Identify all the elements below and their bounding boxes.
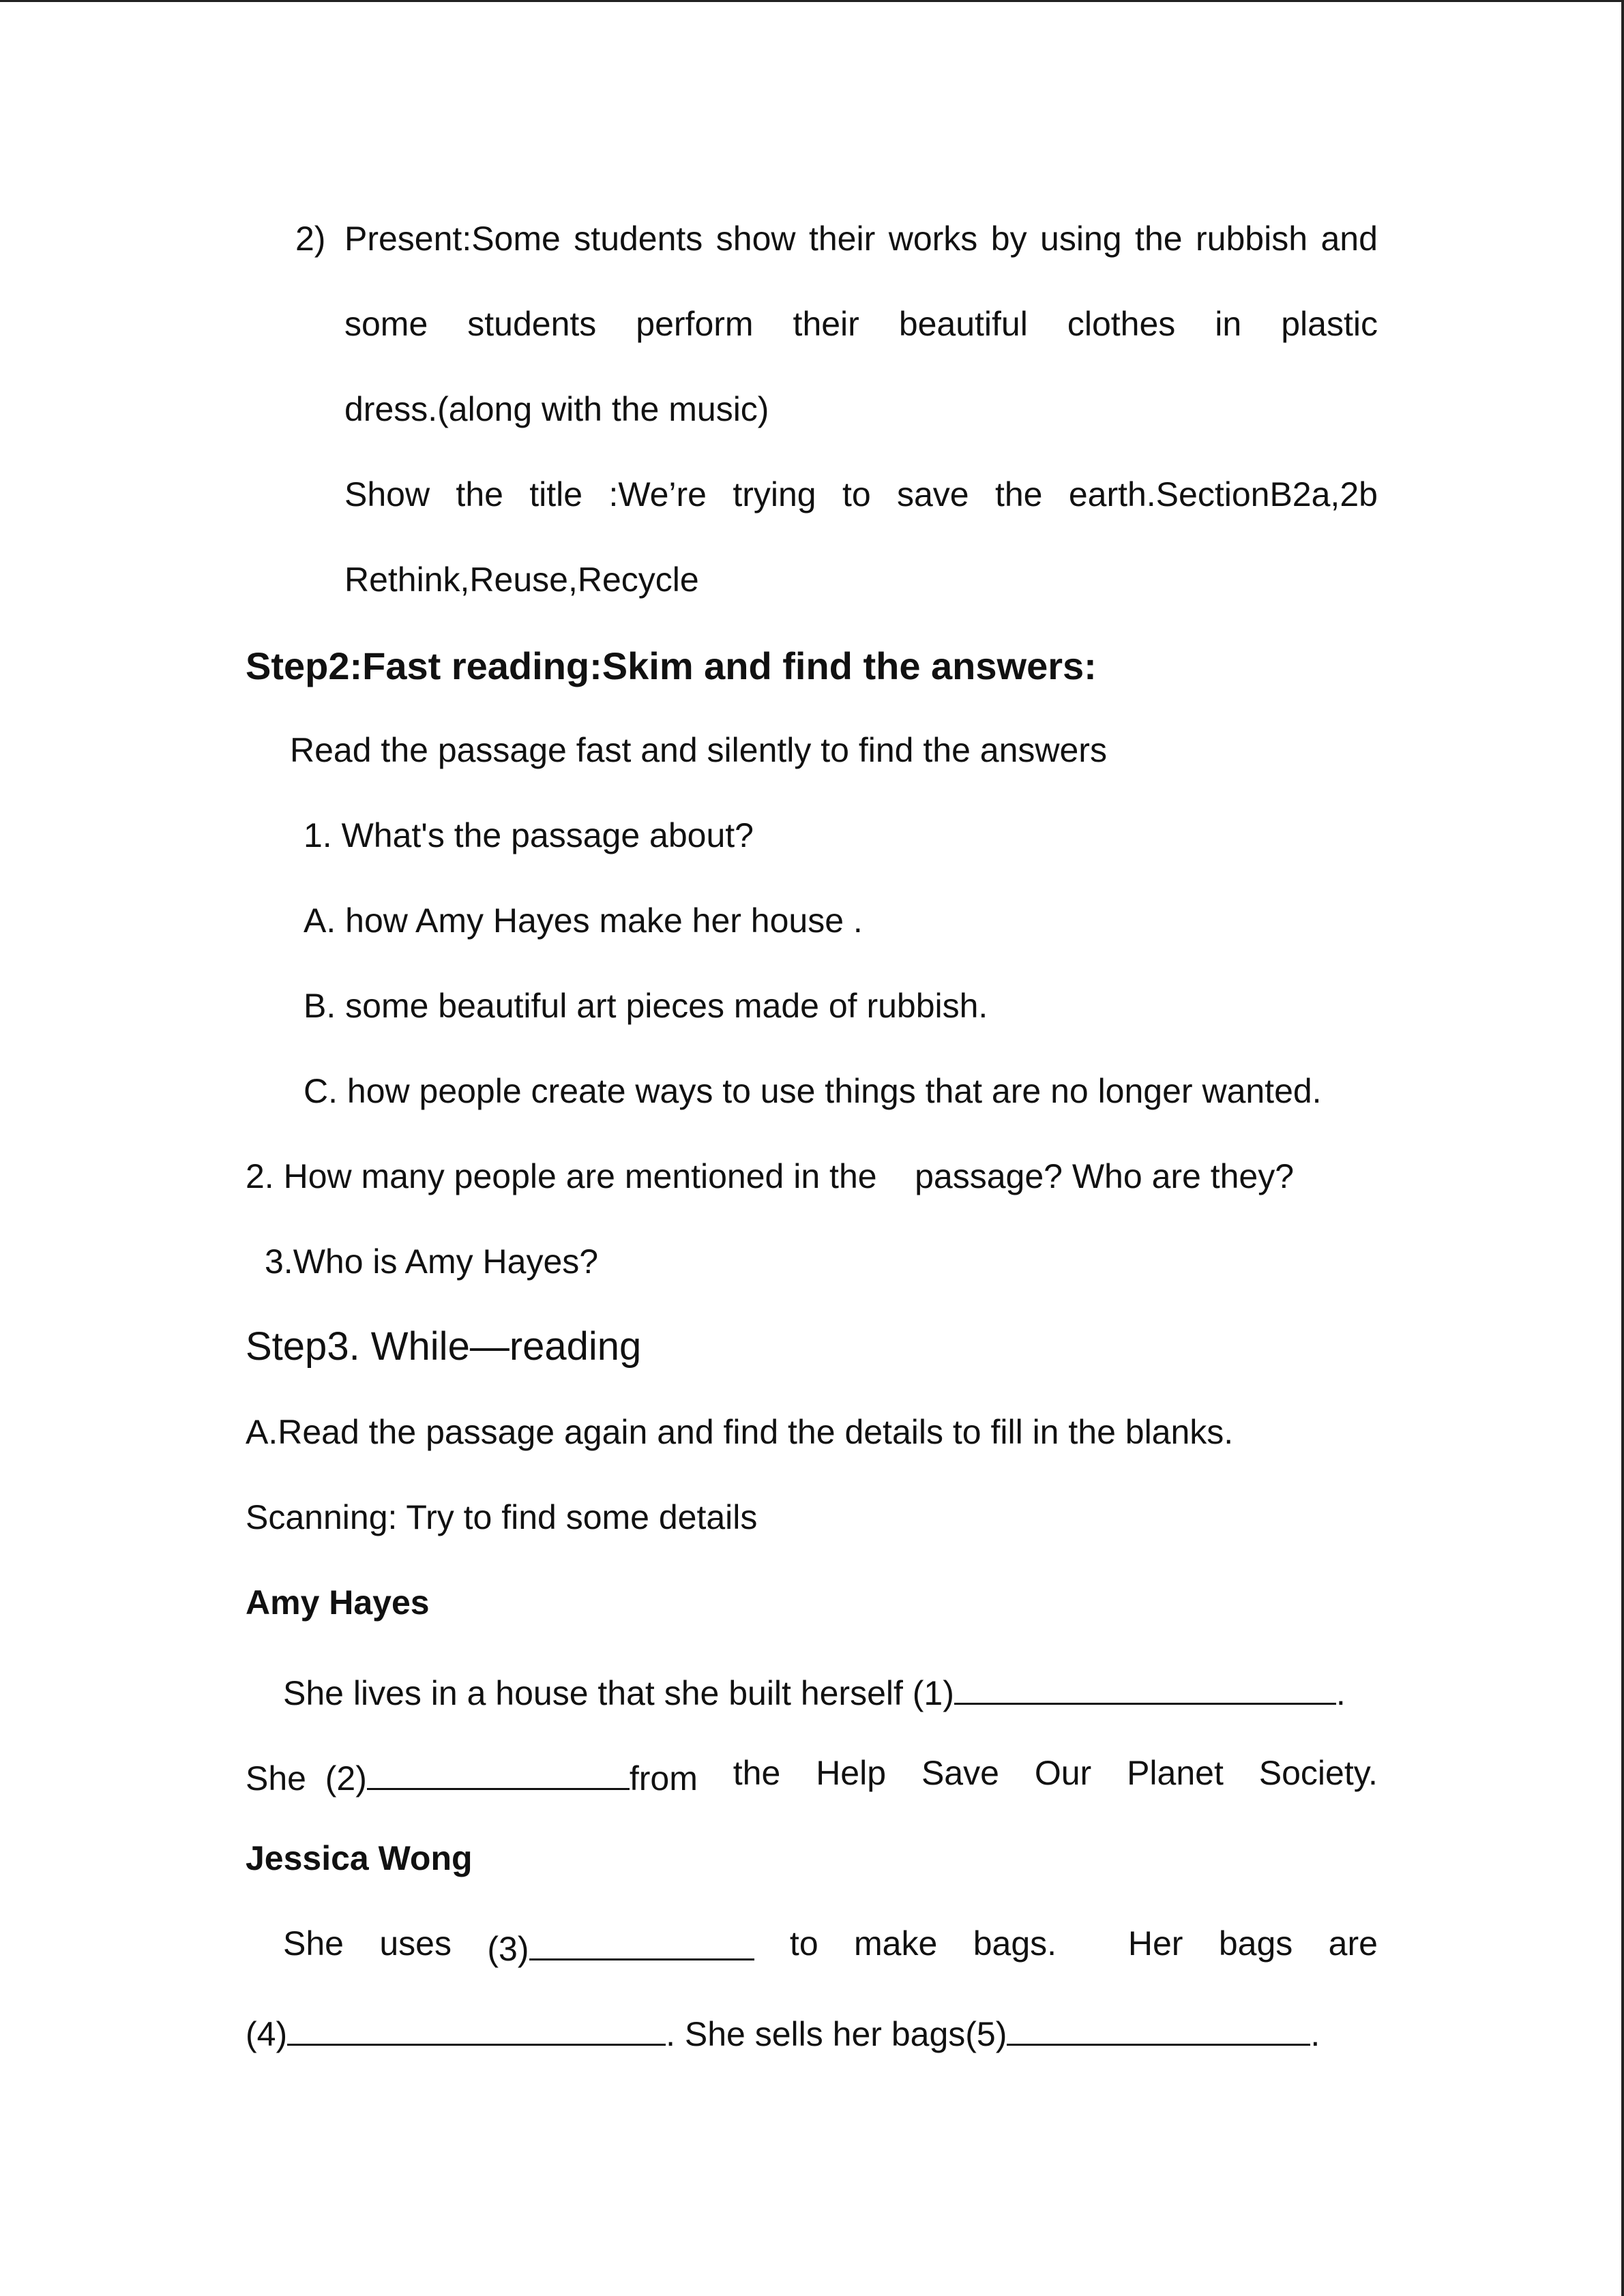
word: show <box>715 220 796 258</box>
scanning-instruction: Scanning: Try to find some details <box>246 1498 758 1536</box>
word: their <box>808 220 876 258</box>
word: some <box>344 305 428 343</box>
amy-hayes-heading: Amy Hayes <box>246 1583 430 1622</box>
word: Present:Some <box>344 220 561 258</box>
amy-line-1-text: She lives in a house that she built herself (1) <box>283 1674 954 1712</box>
blank-2[interactable] <box>367 1753 630 1790</box>
word: plastic <box>1281 305 1378 343</box>
word: the <box>456 475 503 513</box>
blank-4[interactable] <box>287 2008 666 2046</box>
right-border <box>1621 0 1624 2296</box>
word: uses <box>379 1924 452 1963</box>
word: Society. <box>1258 1754 1378 1792</box>
word: trying <box>733 475 816 513</box>
word: earth.SectionB2a,2b <box>1068 475 1378 513</box>
word: Help <box>816 1754 887 1792</box>
item2-line-1 <box>344 218 1378 259</box>
item2-line-3: dress.(along with the music) <box>344 390 769 428</box>
word: bags <box>1218 1924 1293 1963</box>
word: :We’re <box>608 475 707 513</box>
jessica-line-2 <box>246 2008 1320 2055</box>
word: the <box>1135 220 1183 258</box>
item2-line-2 <box>344 303 1378 344</box>
amy-line-2-start <box>246 1753 698 1799</box>
jessica-wong-heading: Jessica Wong <box>246 1839 473 1877</box>
word: make <box>854 1924 938 1963</box>
word: the <box>994 475 1043 513</box>
item2-line-5: Rethink,Reuse,Recycle <box>344 561 699 599</box>
word: are <box>1328 1924 1378 1963</box>
amy-line-2 <box>246 1753 1378 1799</box>
word: in <box>1215 305 1242 343</box>
word: Save <box>921 1754 999 1792</box>
option-c: C. how people create ways to use things that are no longer wanted. <box>304 1072 1322 1110</box>
word: save <box>897 475 969 513</box>
word: She <box>283 1924 344 1963</box>
step2-instruction: Read the passage fast and silently to find the answers <box>290 731 1107 769</box>
word: perform <box>636 305 754 343</box>
step2-heading: Step2:Fast reading:Skim and find the answers: <box>246 644 1097 687</box>
jessica-line-2-mid: . She sells her bags(5) <box>666 2015 1007 2053</box>
blank-5[interactable] <box>1007 2008 1310 2046</box>
amy-line-2-prefix: She (2) <box>246 1759 367 1798</box>
word: the <box>733 1754 781 1792</box>
word: and <box>1320 220 1378 258</box>
word: rubbish <box>1196 220 1308 258</box>
word: from <box>629 1759 698 1798</box>
question-2: 2. How many people are mentioned in the passage? Who are they? <box>246 1157 1295 1195</box>
word: students <box>574 220 703 258</box>
period: . <box>1310 2015 1320 2053</box>
word: (3) <box>487 1930 529 1968</box>
word: using <box>1040 220 1122 258</box>
item2-line-4 <box>344 474 1378 515</box>
question-3: 3.Who is Amy Hayes? <box>265 1242 599 1281</box>
word: to <box>842 475 871 513</box>
period: . <box>1335 1674 1346 1712</box>
top-border <box>0 0 1624 2</box>
word: students <box>467 305 597 343</box>
word: Show <box>344 475 430 513</box>
jessica-line-1 <box>283 1923 1378 1969</box>
option-b: B. some beautiful art pieces made of rubbish. <box>304 987 988 1025</box>
amy-line-1 <box>283 1667 1346 1714</box>
step3-heading: Step3. While—reading <box>246 1324 642 1369</box>
word: beautiful <box>898 305 1028 343</box>
jessica-blank-3-group <box>487 1923 754 1969</box>
option-a: A. how Amy Hayes make her house . <box>304 901 863 940</box>
step3-instruction-a: A.Read the passage again and find the details to fill in the blanks. <box>246 1413 1234 1451</box>
word: bags. <box>973 1924 1057 1963</box>
word: Her <box>1127 1924 1183 1963</box>
word: Planet <box>1127 1754 1224 1792</box>
word: works <box>888 220 978 258</box>
word: title <box>529 475 583 513</box>
word: Our <box>1034 1754 1092 1792</box>
word: to <box>789 1924 818 1963</box>
word: their <box>793 305 859 343</box>
word: clothes <box>1067 305 1176 343</box>
blank-1[interactable] <box>954 1667 1336 1705</box>
question-1: 1. What's the passage about? <box>304 816 754 854</box>
blank-3[interactable] <box>529 1923 754 1960</box>
word: by <box>990 220 1027 258</box>
jessica-line-2-prefix: (4) <box>246 2015 288 2053</box>
item-number: 2) <box>295 220 326 258</box>
